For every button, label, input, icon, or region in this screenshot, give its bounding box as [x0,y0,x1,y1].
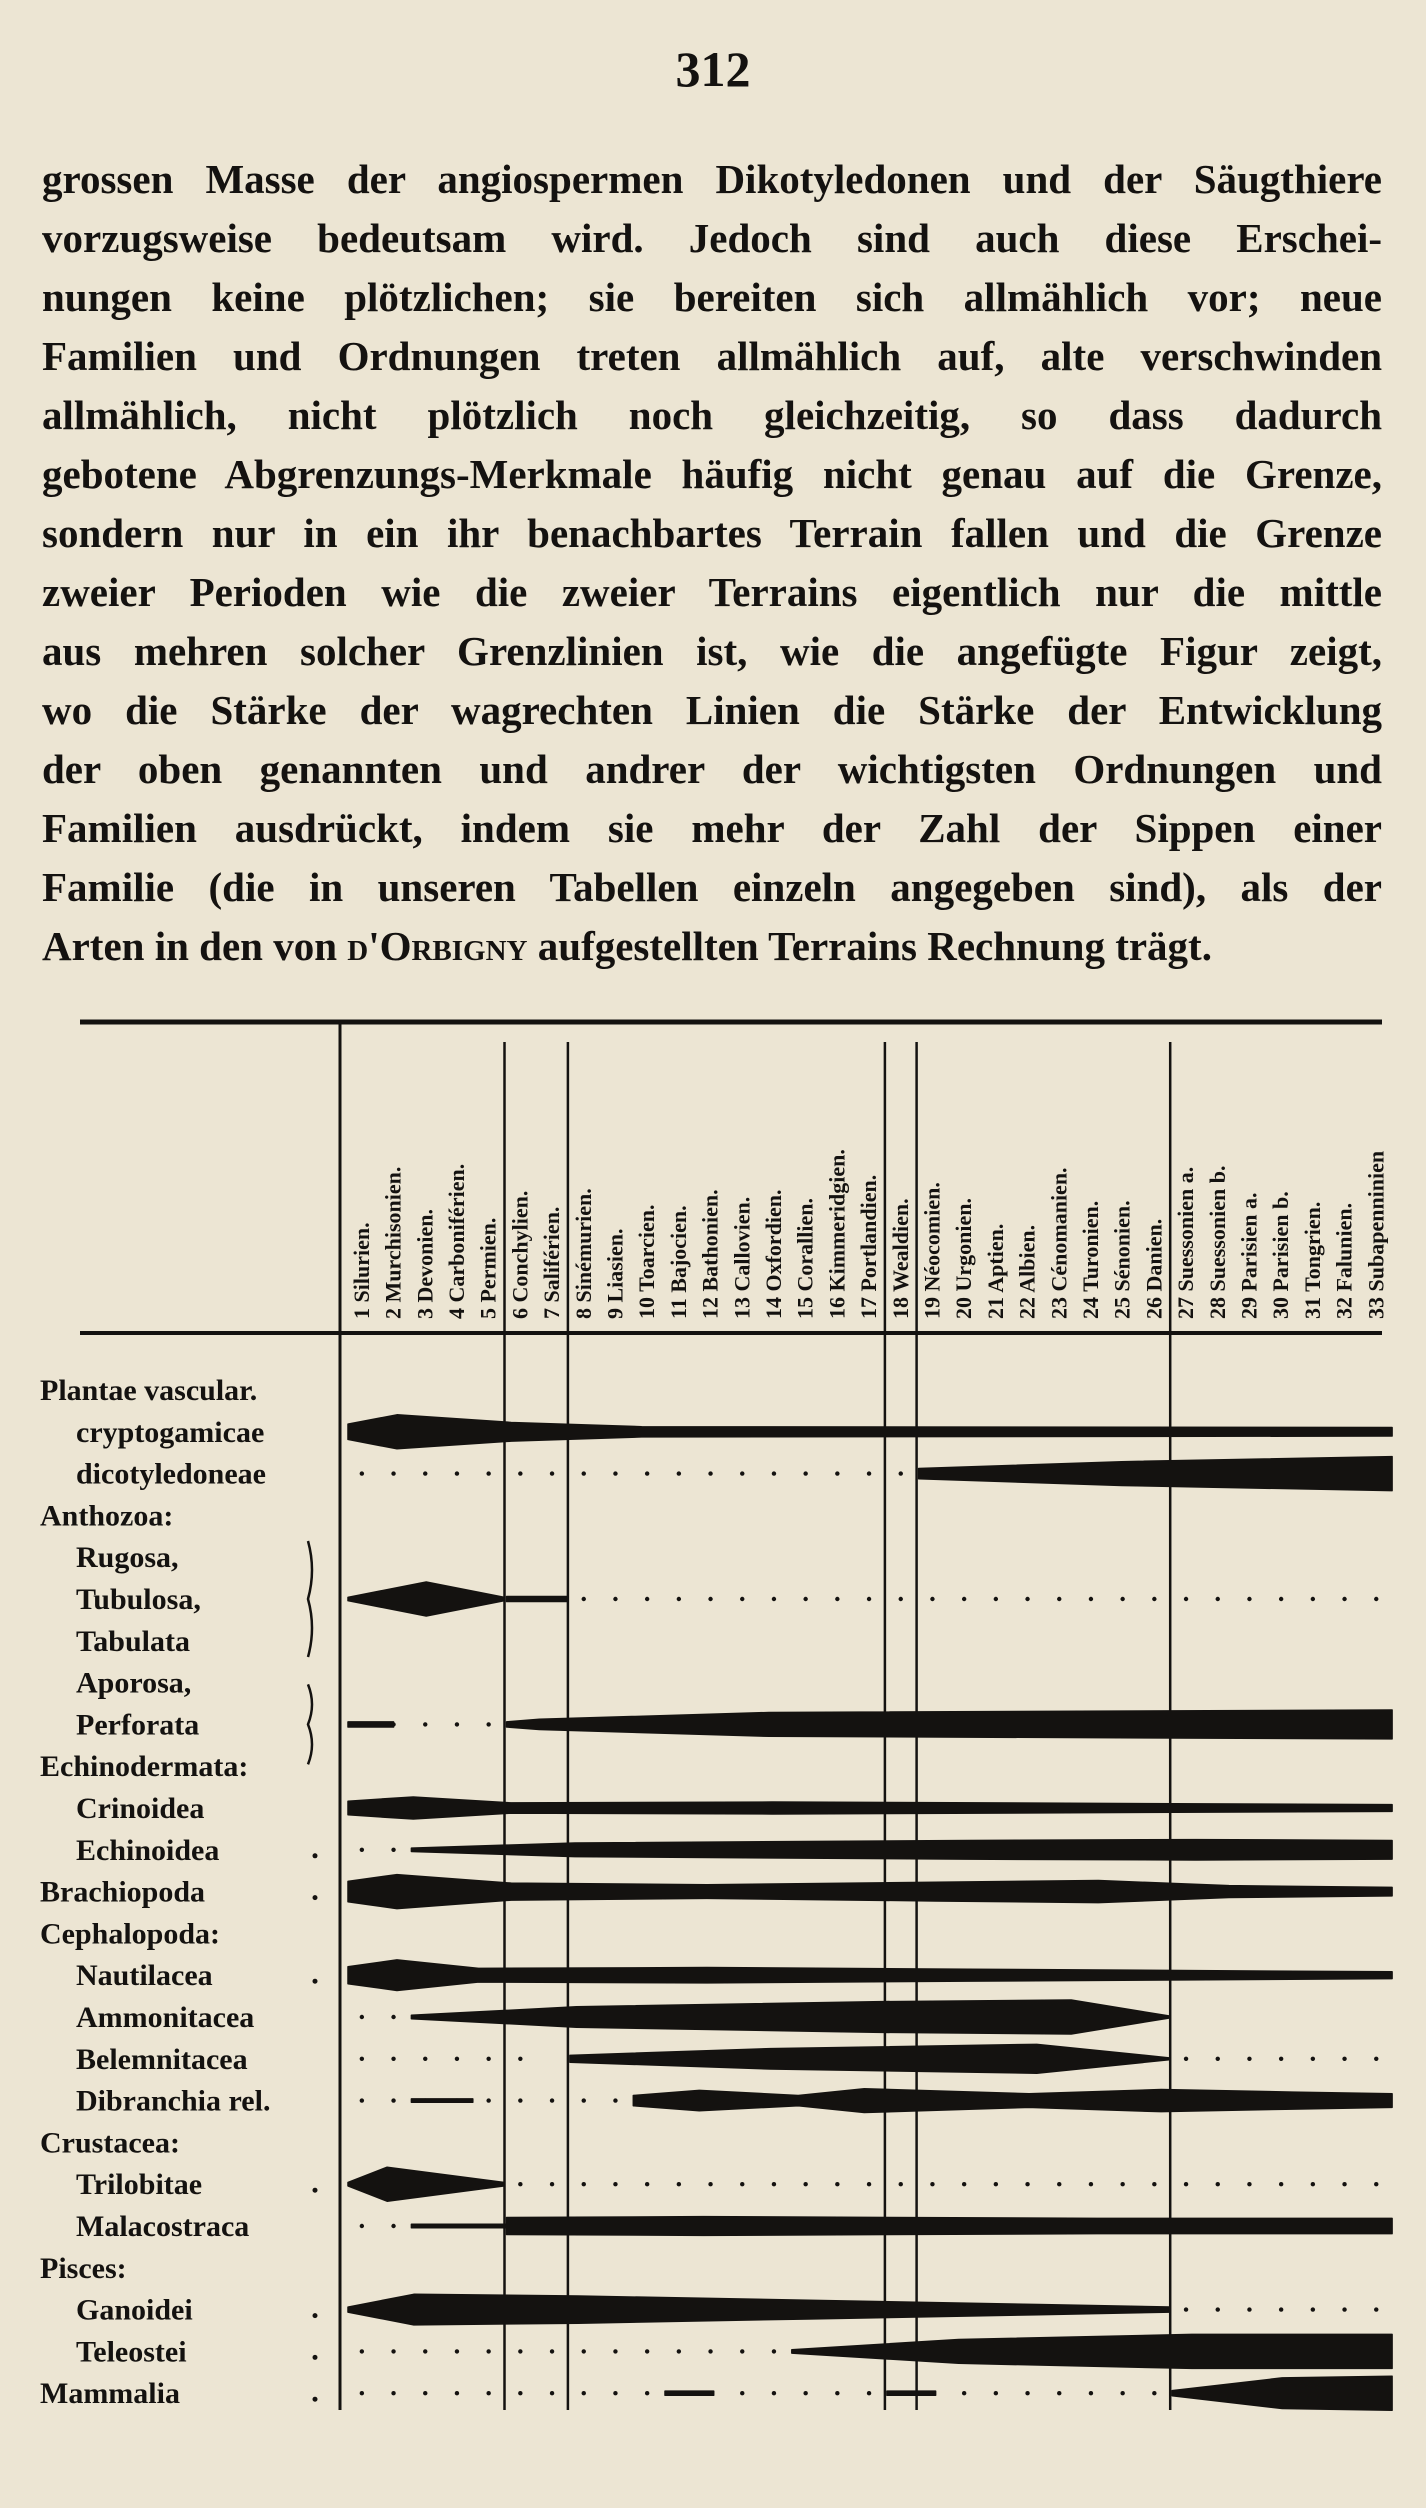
occurrence-dot [423,1471,427,1475]
occurrence-dot [772,2349,776,2353]
occurrence-dot [772,1471,776,1475]
occurrence-dot [1311,2057,1315,2061]
development-band [919,1457,1393,1491]
development-band [887,2391,936,2395]
occurrence-dot [1184,1597,1188,1601]
occurrence-dot [708,2182,712,2186]
row-label: Teleostei [76,2335,187,2369]
occurrence-dot [867,2182,871,2186]
terrain-column-header: 9 Liasien. [602,1228,628,1319]
terrain-column-header: 32 Falunien. [1331,1202,1357,1319]
occurrence-dot [1311,1597,1315,1601]
occurrence-dot [391,2057,395,2061]
row-label: Aporosa, [76,1666,192,1700]
terrain-column-header: 10 Toarcien. [634,1204,660,1319]
occurrence-dot [962,1597,966,1601]
occurrence-dot [1152,2182,1156,2186]
occurrence-dot [582,1597,586,1601]
terrain-column-header: 21 Aptien. [982,1223,1008,1319]
occurrence-dot [740,1597,744,1601]
row-label: Nautilacea [76,1959,213,1993]
occurrence-dot [582,2391,586,2395]
terrain-column-header: 30 Parisien b. [1268,1191,1294,1319]
occurrence-dot [613,1597,617,1601]
occurrence-dot [867,1471,871,1475]
leader-dot [313,2397,318,2402]
occurrence-dot [423,1722,427,1726]
terrain-column-header: 20 Urgonien. [951,1198,977,1319]
occurrence-dot [423,2057,427,2061]
occurrence-dot [835,1597,839,1601]
occurrence-dot [360,1848,364,1852]
leader-dot [313,1895,318,1900]
occurrence-dot [582,2098,586,2102]
terrain-column-header: 18 Wealdien. [887,1198,913,1319]
occurrence-dot [1025,2391,1029,2395]
occurrence-dot [899,2182,903,2186]
occurrence-dot [867,1597,871,1601]
occurrence-dot [899,1471,903,1475]
terrain-column-header: 29 Parisien a. [1236,1192,1262,1319]
occurrence-dot [1374,1597,1378,1601]
text-line: vorzugsweise bedeutsam wird. Jedoch sind auch diese Erschei- [42,215,1382,261]
occurrence-dot [708,1597,712,1601]
occurrence-dot [1152,2391,1156,2395]
occurrence-dot [613,2098,617,2102]
occurrence-dot [1184,2182,1188,2186]
row-label: Rugosa, [76,1541,179,1575]
terrain-column-header: 22 Albien. [1014,1224,1040,1319]
occurrence-dot [1279,1597,1283,1601]
row-label: Crustacea: [40,2126,180,2160]
occurrence-dot [550,1471,554,1475]
terrain-column-header: 19 Néocomien. [919,1182,945,1319]
development-band [665,2391,714,2395]
occurrence-dot [772,2391,776,2395]
occurrence-dot [835,2391,839,2395]
occurrence-dot [1342,2182,1346,2186]
occurrence-dot [582,2182,586,2186]
occurrence-dot [550,2182,554,2186]
development-band [1172,2376,1392,2410]
terrain-column-header: 14 Oxfordien. [760,1189,786,1319]
occurrence-dot [391,2098,395,2102]
occurrence-dot [550,2349,554,2353]
terrain-column-header: 3 Devonien. [412,1209,438,1319]
occurrence-dot [899,1597,903,1601]
occurrence-dot [360,2098,364,2102]
occurrence-dot [772,1597,776,1601]
occurrence-dot [486,2098,490,2102]
terrain-column-header: 13 Callovien. [729,1196,755,1319]
occurrence-dot [962,2182,966,2186]
development-band [570,2044,1170,2073]
occurrence-dot [962,2391,966,2395]
occurrence-dot [486,1722,490,1726]
text-line: sondern nur in ein ihr benachbartes Terrain fallen und die Grenze [42,510,1382,556]
text-line: Familien und Ordnungen treten allmählich auf, alte verschwinden [42,333,1382,379]
text-line: allmählich, nicht plötzlich noch gleichzeitig, so dass dadurch [42,392,1382,438]
occurrence-dot [360,2015,364,2019]
row-label: Plantae vascular. [40,1374,258,1407]
occurrence-dot [613,1471,617,1475]
occurrence-dot [360,2349,364,2353]
text-line: aus mehren solcher Grenzlinien ist, wie die angefügte Figur zeigt, [42,628,1382,674]
row-label: Tubulosa, [76,1583,201,1616]
row-label: cryptogamicae [76,1415,265,1449]
row-bracket [308,1684,312,1764]
occurrence-dot [1089,1597,1093,1601]
occurrence-dot [1089,2182,1093,2186]
leader-dot [313,2313,318,2318]
occurrence-dot [677,2349,681,2353]
occurrence-dot [1057,2182,1061,2186]
occurrence-dot [803,1471,807,1475]
occurrence-dot [550,2391,554,2395]
text-line: zweier Perioden wie die zweier Terrains eigentlich nur die mittle [42,569,1382,615]
occurrence-dot [677,2182,681,2186]
occurrence-dot [1216,1597,1220,1601]
occurrence-dot [803,2182,807,2186]
occurrence-dot [550,2098,554,2102]
development-band [348,1722,394,1727]
leader-dot [313,2188,318,2193]
occurrence-dot [645,1471,649,1475]
text-line: nungen keine plötzlichen; sie bereiten sich allmählich vor; neue [42,274,1382,320]
occurrence-dot [360,2391,364,2395]
occurrence-dot [645,2182,649,2186]
row-label: Perforata [76,1708,200,1742]
row-label: Belemnitacea [76,2042,248,2076]
occurrence-dot [1342,1597,1346,1601]
occurrence-dot [455,2391,459,2395]
row-label: Echinodermata: [40,1750,249,1784]
occurrence-dot [455,1471,459,1475]
occurrence-dot [391,1848,395,1852]
text-line: gebotene Abgrenzungs-Merkmale häufig nicht genau auf die Grenze, [42,451,1382,497]
occurrence-dot [1247,1597,1251,1601]
text-line: wo die Stärke der wagrechten Linien die Stärke der Entwicklung [42,687,1382,733]
occurrence-dot [772,2182,776,2186]
row-label: Pisces: [40,2251,127,2285]
terrain-column-header: 27 Suessonien a. [1173,1166,1199,1319]
occurrence-dot [613,2182,617,2186]
development-band [348,2167,505,2201]
terrain-column-header: 11 Bajocien. [665,1205,691,1319]
occurrence-dot [645,1597,649,1601]
occurrence-dot [740,2349,744,2353]
row-label: Tabulata [76,1624,190,1658]
occurrence-dot [613,2391,617,2395]
occurrence-dot [930,1597,934,1601]
leader-dot [313,2355,318,2360]
terrain-column-header: 16 Kimmeridgien. [824,1149,850,1319]
development-band [348,1582,505,1616]
author-name: d'Orbigny [347,923,528,969]
row-label: Echinoidea [76,1833,220,1867]
occurrence-dot [1374,2182,1378,2186]
occurrence-dot [391,1471,395,1475]
text-line: der oben genannten und andrer der wichtigsten Ordnungen und [42,746,1382,792]
occurrence-dot [1152,1597,1156,1601]
occurrence-dot [518,2057,522,2061]
row-label: Cephalopoda: [40,1917,221,1951]
occurrence-dot [1216,2057,1220,2061]
text-line: Familie (die in unseren Tabellen einzeln angegeben sind), als der [42,864,1382,910]
occurrence-dot [740,2391,744,2395]
development-band [507,1710,1393,1739]
occurrence-dot [1025,2182,1029,2186]
occurrence-dot [1120,2182,1124,2186]
terrain-column-header: 28 Suessonien b. [1204,1165,1230,1319]
occurrence-dot [1184,2307,1188,2311]
terrain-column-header: 15 Corallien. [792,1198,818,1319]
occurrence-dot [994,2182,998,2186]
terrain-column-header: 5 Permien. [475,1217,501,1319]
page-number: 312 [675,41,751,97]
occurrence-dot [803,1597,807,1601]
occurrence-dot [391,2391,395,2395]
occurrence-dot [486,2057,490,2061]
occurrence-dot [518,1471,522,1475]
occurrence-dot [360,2057,364,2061]
terrain-column-header: 6 Conchylien. [507,1190,533,1319]
occurrence-dot [391,2224,395,2228]
occurrence-dot [1311,2182,1315,2186]
row-label: Mammalia [40,2377,180,2411]
text-line: grossen Masse der angiospermen Dikotyledonen und der Säugthiere [42,156,1382,202]
occurrence-dot [423,2349,427,2353]
occurrence-dot [645,2391,649,2395]
development-band [411,1840,1392,1860]
occurrence-dot [1279,2182,1283,2186]
occurrence-dot [486,1471,490,1475]
occurrence-dot [740,2182,744,2186]
occurrence-dot [1057,2391,1061,2395]
terrain-column-header: 23 Cénomanien. [1046,1167,1072,1319]
occurrence-dot [1374,2057,1378,2061]
row-label: Crinoidea [76,1792,205,1825]
occurrence-dot [1374,2307,1378,2311]
leader-dot [313,1979,318,1984]
occurrence-dot [360,2224,364,2228]
terrain-column-header: 17 Portlandien. [856,1174,882,1319]
terrain-column-header: 25 Sénonien. [1109,1200,1135,1319]
terrain-column-header: 4 Carboniférien. [443,1163,469,1319]
occurrence-dot [455,2057,459,2061]
development-band [411,2099,472,2102]
row-label: Trilobitae [76,2168,203,2202]
occurrence-dot [391,2015,395,2019]
occurrence-dot [582,2349,586,2353]
occurrence-dot [1120,2391,1124,2395]
occurrence-dot [677,1471,681,1475]
row-label: Ganoidei [76,2293,193,2327]
occurrence-dot [1216,2182,1220,2186]
development-band [507,1596,568,1601]
terrain-column-header: 26 Danien. [1141,1218,1167,1319]
occurrence-dot [455,2349,459,2353]
terrain-column-header: 7 Saliférien. [539,1206,565,1319]
occurrence-dot [582,1471,586,1475]
occurrence-dot [1216,2307,1220,2311]
occurrence-dot [518,2349,522,2353]
row-label: Brachiopoda [40,1875,206,1909]
text-fragment: Arten in den von [42,923,348,969]
occurrence-dot [867,2391,871,2395]
occurrence-dot [1279,2307,1283,2311]
development-band [792,2334,1392,2368]
occurrence-dot [1342,2307,1346,2311]
text-fragment: aufgestellten Terrains Rechnung trägt. [527,923,1212,969]
development-band [633,2089,1392,2113]
occurrence-dot [1279,2057,1283,2061]
row-label: Anthozoa: [40,1499,174,1533]
occurrence-dot [708,2349,712,2353]
terrain-column-header: 2 Murchisonien. [380,1166,406,1319]
occurrence-dot [518,2098,522,2102]
occurrence-dot [391,2349,395,2353]
development-band [348,2294,1170,2325]
occurrence-dot [645,2349,649,2353]
occurrence-dot [486,2391,490,2395]
occurrence-dot [1247,2057,1251,2061]
row-label: Malacostraca [76,2210,250,2243]
terrain-column-header: 33 Subapenninien [1363,1150,1389,1319]
occurrence-dot [360,1471,364,1475]
row-label: Dibranchia rel. [76,2084,271,2118]
occurrence-dot [1184,2057,1188,2061]
occurrence-dot [740,1471,744,1475]
occurrence-dot [1089,2391,1093,2395]
text-line: Familien ausdrückt, indem sie mehr der Zahl der Sippen einer [42,805,1382,851]
terrain-column-header: 24 Turonien. [1077,1200,1103,1319]
occurrence-dot [677,1597,681,1601]
occurrence-dot [708,1471,712,1475]
occurrence-dot [1342,2057,1346,2061]
occurrence-dot [1120,1597,1124,1601]
occurrence-dot [1247,2182,1251,2186]
occurrence-dot [423,2391,427,2395]
occurrence-dot [930,2182,934,2186]
occurrence-dot [1057,1597,1061,1601]
occurrence-dot [518,2391,522,2395]
leader-dot [313,1853,318,1858]
occurrence-dot [835,2182,839,2186]
terrain-column-header: 8 Sinémurien. [570,1188,596,1319]
row-label: dicotyledoneae [76,1457,266,1491]
occurrence-dot [455,1722,459,1726]
occurrence-dot [994,1597,998,1601]
occurrence-dot [486,2349,490,2353]
development-band [507,2217,1393,2236]
occurrence-dot [994,2391,998,2395]
terrain-column-header: 31 Tongrien. [1299,1201,1325,1319]
development-band [411,2000,1170,2034]
occurrence-dot [518,2182,522,2186]
row-bracket [308,1541,312,1657]
occurrence-dot [1025,1597,1029,1601]
occurrence-dot [1311,2307,1315,2311]
terrain-column-header: 1 Silurien. [348,1222,374,1319]
occurrence-dot [613,2349,617,2353]
occurrence-dot [1247,2307,1251,2311]
occurrence-dot [803,2391,807,2395]
terrain-column-header: 12 Bathonien. [697,1189,723,1319]
occurrence-dot [835,1471,839,1475]
row-label: Ammonitacea [76,2001,255,2034]
